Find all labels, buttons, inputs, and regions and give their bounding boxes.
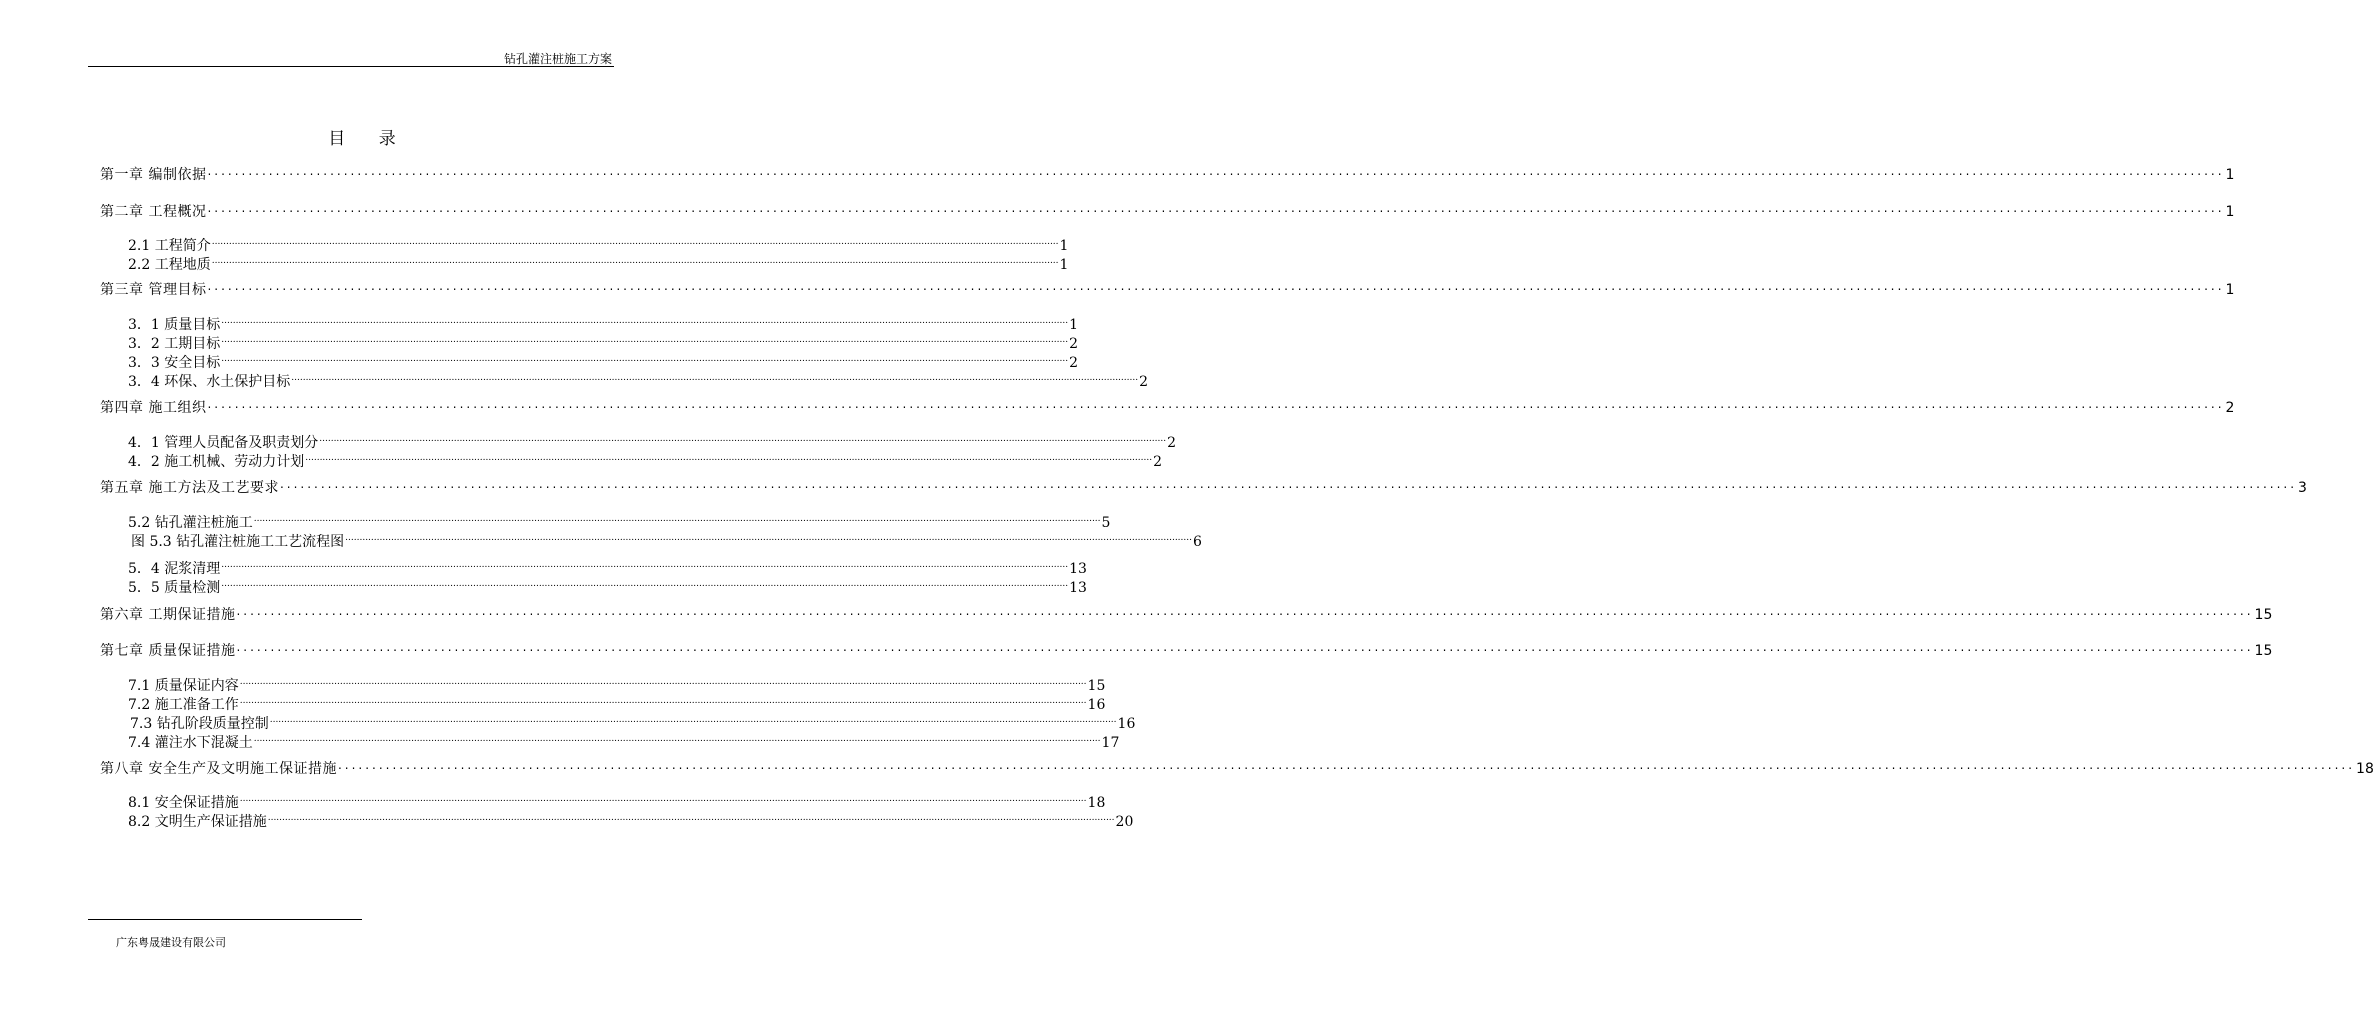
dot-leader: ........................................................................................................................................................................................................................................................................................................ [221, 316, 1069, 326]
toc-entry-page: 18 [2356, 761, 2374, 777]
toc-entry-label: 3．1 质量目标 [128, 317, 221, 333]
dot-leader: ........................................................................................................................................................................................................................................................................................................ [345, 533, 1192, 543]
toc-entry-chapter-5[interactable] [100, 475, 2307, 497]
toc-entry-chapter-7[interactable] [100, 638, 2273, 660]
dot-leader: ........................................................................................................................................................................................................................................................................................................ [207, 164, 2225, 178]
header-rule [88, 66, 614, 67]
dot-leader: ........................................................................................................................................................................................................................................................................................................ [207, 279, 2225, 293]
toc-entry-page: 5 [1101, 515, 1111, 531]
dot-leader: ........................................................................................................................................................................................................................................................................................................ [236, 640, 2254, 654]
dot-leader: ........................................................................................................................................................................................................................................................................................................ [305, 453, 1153, 463]
dot-leader: ........................................................................................................................................................................................................................................................................................................ [253, 514, 1101, 524]
toc-entry-label: 第六章 工期保证措施 [100, 607, 236, 623]
running-header-title: 钻孔灌注桩施工方案 [503, 52, 612, 66]
dot-leader: ........................................................................................................................................................................................................................................................................................................ [207, 397, 2225, 411]
dot-leader: ........................................................................................................................................................................................................................................................................................................ [319, 434, 1167, 444]
dot-leader: ........................................................................................................................................................................................................................................................................................................ [267, 813, 1115, 823]
toc-entry-section-8-2[interactable] [128, 809, 1134, 831]
toc-entry-label: 7.1 质量保证内容 [128, 678, 239, 694]
toc-entry-section-4-2[interactable] [128, 449, 1162, 471]
toc-entry-label: 4．2 施工机械、劳动力计划 [128, 454, 305, 470]
toc-entry-page: 15 [2254, 643, 2273, 659]
dot-leader: ........................................................................................................................................................................................................................................................................................................ [211, 237, 1059, 247]
dot-leader: ........................................................................................................................................................................................................................................................................................................ [253, 734, 1101, 744]
toc-entry-label: 第三章 管理目标 [100, 282, 207, 298]
dot-leader: ........................................................................................................................................................................................................................................................................................................ [207, 201, 2225, 215]
toc-entry-label: 5.2 钻孔灌注桩施工 [128, 515, 253, 531]
dot-leader: ........................................................................................................................................................................................................................................................................................................ [269, 715, 1117, 725]
toc-entry-page: 1 [2225, 167, 2235, 183]
toc-entry-page: 18 [1087, 795, 1106, 811]
toc-entry-chapter-4[interactable] [100, 395, 2235, 417]
toc-title: 目 录 [328, 129, 410, 149]
toc-entry-page: 16 [1087, 697, 1106, 713]
toc-entry-label: 图 5.3 钻孔灌注桩施工工艺流程图 [131, 534, 345, 550]
toc-entry-page: 3 [2298, 480, 2307, 496]
toc-entry-label: 3．4 环保、水土保护目标 [128, 374, 291, 390]
toc-entry-page: 1 [1059, 238, 1069, 254]
dot-leader: ........................................................................................................................................................................................................................................................................................................ [221, 560, 1069, 570]
dot-leader: ........................................................................................................................................................................................................................................................................................................ [337, 758, 2356, 772]
toc-entry-page: 2 [1069, 355, 1078, 371]
dot-leader: ........................................................................................................................................................................................................................................................................................................ [239, 677, 1087, 687]
toc-entry-page: 1 [1069, 317, 1078, 333]
footer-rule [88, 919, 362, 920]
toc-entry-label: 第七章 质量保证措施 [100, 643, 236, 659]
toc-entry-chapter-3[interactable] [100, 277, 2235, 299]
toc-entry-label: 3．3 安全目标 [128, 355, 221, 371]
footer-company: 广东粤晟建设有限公司 [116, 936, 226, 949]
dot-leader: ........................................................................................................................................................................................................................................................................................................ [221, 335, 1069, 345]
dot-leader: ........................................................................................................................................................................................................................................................................................................ [211, 256, 1059, 266]
dot-leader: ........................................................................................................................................................................................................................................................................................................ [291, 373, 1139, 383]
toc-entry-page: 13 [1069, 580, 1087, 596]
toc-entry-chapter-2[interactable] [100, 199, 2235, 221]
toc-entry-page: 13 [1069, 561, 1087, 577]
toc-entry-page: 2 [1069, 336, 1078, 352]
toc-entry-page: 15 [1087, 678, 1106, 694]
toc-entry-page: 2 [1139, 374, 1148, 390]
toc-entry-label: 4．1 管理人员配备及职责划分 [128, 435, 319, 451]
toc-entry-page: 2 [1153, 454, 1162, 470]
toc-entry-section-2-2[interactable] [128, 252, 1069, 274]
toc-entry-page: 6 [1192, 534, 1202, 550]
toc-entry-label: 3．2 工期目标 [128, 336, 221, 352]
toc-entry-page: 15 [2254, 607, 2273, 623]
dot-leader: ........................................................................................................................................................................................................................................................................................................ [239, 794, 1087, 804]
toc-entry-label: 5．5 质量检测 [128, 580, 221, 596]
toc-entry-page: 2 [2225, 400, 2235, 416]
toc-entry-section-5-5[interactable] [128, 575, 1087, 597]
toc-entry-label: 第四章 施工组织 [100, 400, 207, 416]
toc-entry-page: 2 [1167, 435, 1176, 451]
toc-entry-page: 16 [1117, 716, 1136, 732]
toc-entry-label: 7.2 施工准备工作 [128, 697, 239, 713]
toc-entry-page: 1 [2225, 204, 2235, 220]
toc-entry-label: 2.1 工程简介 [128, 238, 211, 254]
toc-entry-page: 17 [1101, 735, 1120, 751]
toc-entry-label: 第二章 工程概况 [100, 204, 207, 220]
toc-entry-chapter-1[interactable] [100, 162, 2235, 184]
toc-entry-page: 1 [2225, 282, 2235, 298]
dot-leader: ........................................................................................................................................................................................................................................................................................................ [236, 604, 2254, 618]
toc-entry-figure-5-3[interactable] [131, 529, 1202, 551]
toc-entry-label: 第五章 施工方法及工艺要求 [100, 480, 279, 496]
dot-leader: ........................................................................................................................................................................................................................................................................................................ [221, 579, 1069, 589]
toc-entry-label: 第一章 编制依据 [100, 167, 207, 183]
toc-entry-chapter-6[interactable] [100, 602, 2273, 624]
toc-entry-label: 5．4 泥浆清理 [128, 561, 221, 577]
toc-entry-label: 8.1 安全保证措施 [128, 795, 239, 811]
dot-leader: ........................................................................................................................................................................................................................................................................................................ [239, 696, 1087, 706]
toc-entry-label: 7.4 灌注水下混凝土 [128, 735, 253, 751]
toc-entry-section-7-4[interactable] [128, 730, 1120, 752]
toc-entry-chapter-8[interactable] [100, 756, 2374, 778]
toc-entry-label: 2.2 工程地质 [128, 257, 211, 273]
toc-entry-label: 第八章 安全生产及文明施工保证措施 [100, 761, 337, 777]
toc-entry-page: 1 [1059, 257, 1069, 273]
toc-entry-label: 7.3 钻孔阶段质量控制 [130, 716, 269, 732]
toc-entry-page: 20 [1115, 814, 1134, 830]
toc-entry-label: 8.2 文明生产保证措施 [128, 814, 267, 830]
dot-leader: ........................................................................................................................................................................................................................................................................................................ [279, 477, 2298, 491]
dot-leader: ........................................................................................................................................................................................................................................................................................................ [221, 354, 1069, 364]
toc-entry-section-3-4[interactable] [128, 369, 1148, 391]
